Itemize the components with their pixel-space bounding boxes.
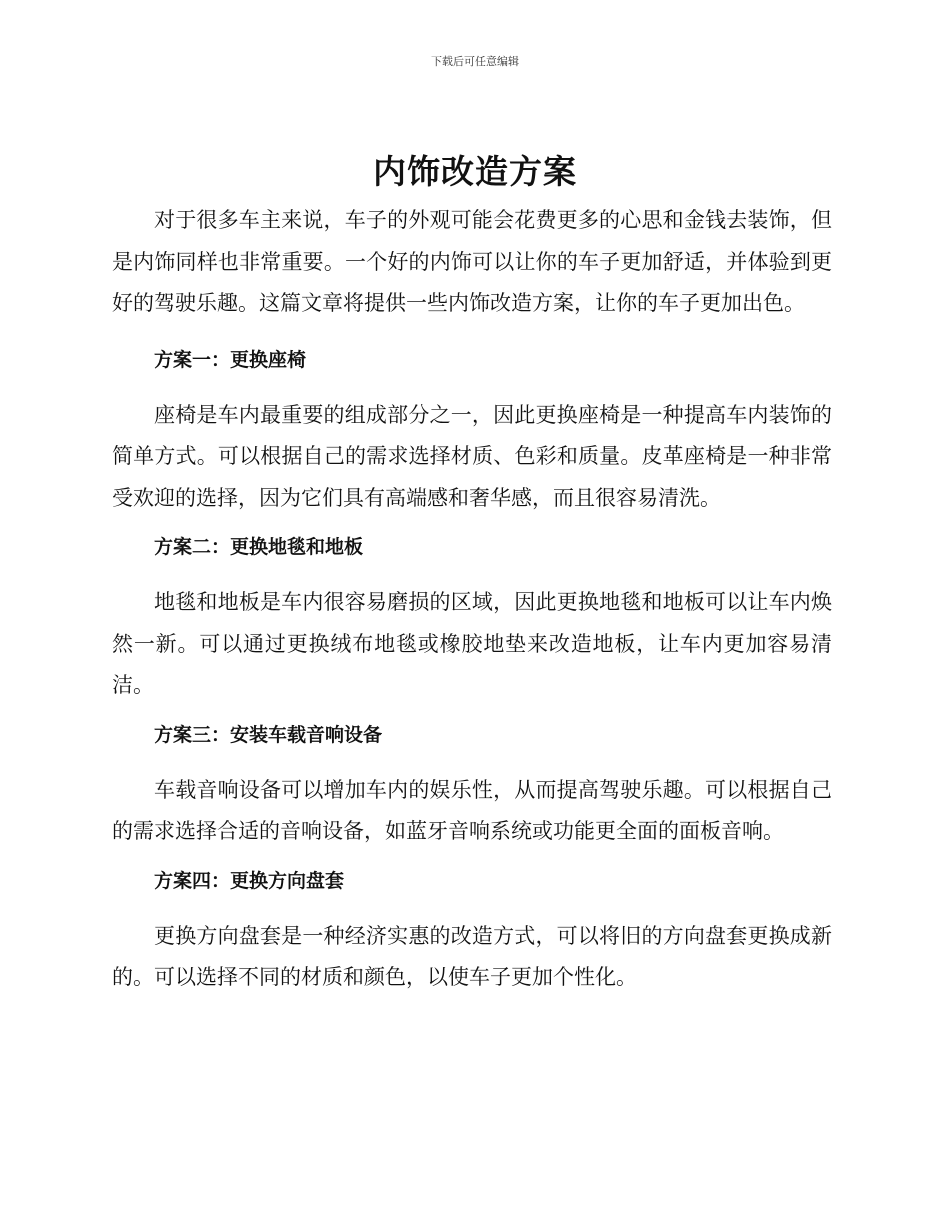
- section-audio: [112, 720, 832, 853]
- section-paragraph: 座椅是车内最重要的组成部分之一，因此更换座椅是一种提高车内装饰的简单方式。可以根据自己的需求选择材质、色彩和质量。皮革座椅是一种非常受欢迎的选择，因为它们具有高端感和奢华感，而且很容易清洗。: [112, 402, 832, 510]
- section-heading: 方案一：更换座椅: [154, 348, 307, 371]
- section-paragraph: 车载音响设备可以增加车内的娱乐性，从而提高驾驶乐趣。可以根据自己的需求选择合适的音响设备，如蓝牙音响系统或功能更全面的面板音响。: [112, 777, 832, 843]
- section-heading: 方案四：更换方向盘套: [154, 869, 345, 892]
- section-paragraph: 地毯和地板是车内很容易磨损的区域，因此更换地毯和地板可以让车内焕然一新。可以通过更换绒布地毯或橡胶地垫来改造地板，让车内更加容易清洁。: [112, 590, 832, 697]
- section-carpet-floor: [112, 532, 832, 707]
- section-seat: [112, 345, 832, 520]
- intro-paragraph: 对于很多车主来说，车子的外观可能会花费更多的心思和金钱去装饰，但是内饰同样也非常重要。一个好的内饰可以让你的车子更加舒适，并体验到更好的驾驶乐趣。这篇文章将提供一些内饰改造方案，让你的车子更加出色。: [112, 208, 832, 315]
- section-heading: 方案二：更换地毯和地板: [154, 536, 364, 558]
- document-title: 内饰改造方案: [373, 152, 577, 191]
- page-header-note: 下载后可任意编辑: [431, 55, 519, 68]
- document-body: [112, 200, 832, 999]
- section-paragraph: 更换方向盘套是一种经济实惠的改造方式，可以将旧的方向盘套更换成新的。可以选择不同的材质和颜色，以使车子更加个性化。: [112, 923, 832, 989]
- section-steering-cover: [112, 866, 832, 999]
- section-heading: 方案三：安装车载音响设备: [154, 723, 383, 746]
